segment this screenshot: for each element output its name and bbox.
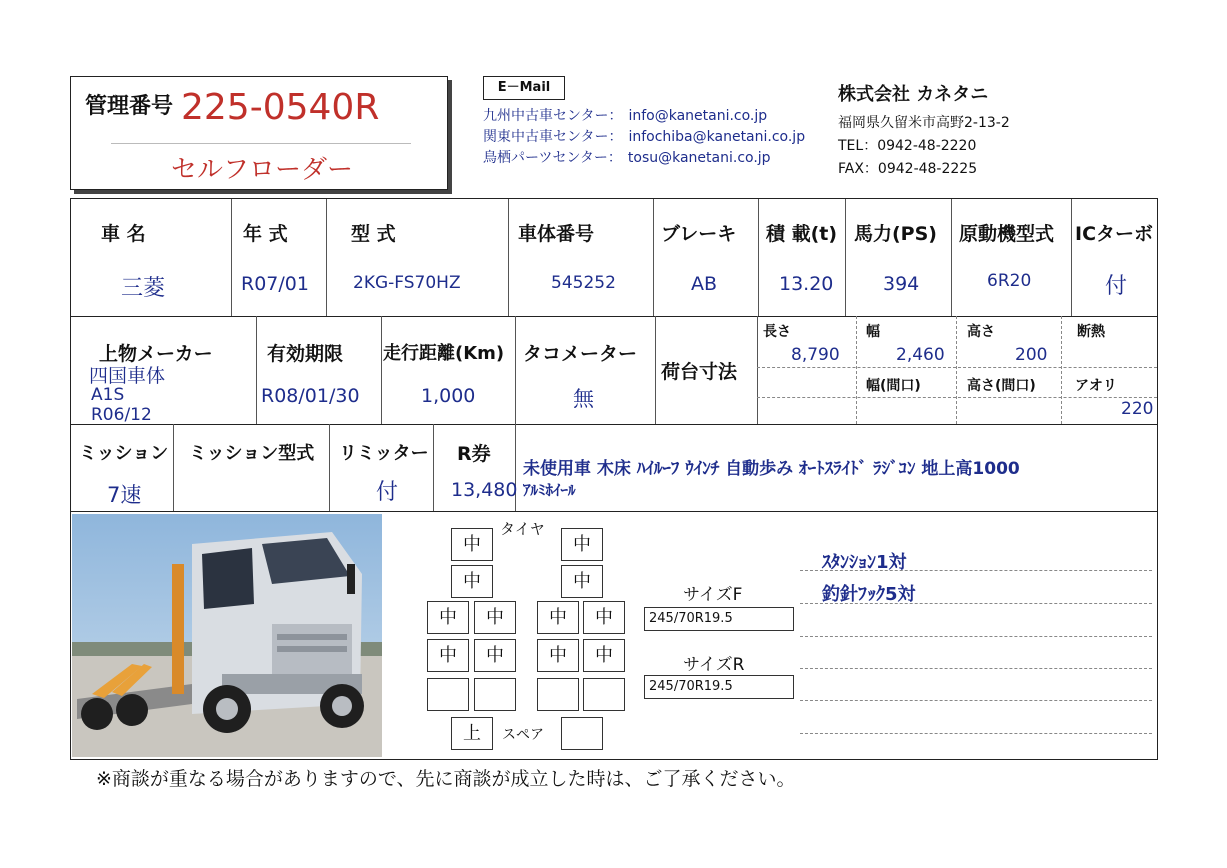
turbo-header: ICターボ: [1075, 223, 1154, 245]
year-header: 年 式: [243, 223, 288, 245]
col-divider: [231, 199, 232, 316]
email-row: [483, 106, 805, 127]
truck-photo: [72, 514, 382, 757]
card-divider: [111, 143, 411, 144]
body-type: セルフローダー: [171, 155, 354, 185]
size-f-label: サイズF: [683, 585, 743, 605]
col-divider: [758, 199, 759, 316]
tire-label: タイヤ: [500, 520, 545, 538]
email-link[interactable]: tosu@kanetani.co.jp: [627, 150, 771, 166]
size-r-value: 245/70R19.5: [644, 675, 794, 699]
cargo-dash: [757, 367, 1157, 368]
email-center: 関東中古車センター：: [483, 129, 623, 145]
insulation-label: 断熱: [1077, 324, 1105, 340]
tire-rear-1-3: 中: [537, 601, 579, 634]
cargo-dash: [1061, 316, 1062, 424]
tire-rear-1-4: 中: [583, 601, 625, 634]
email-row: [483, 148, 805, 169]
body-date-value: R06/12: [91, 405, 152, 425]
col-divider: [326, 199, 327, 316]
tax-value: 13,480: [451, 479, 518, 501]
height-value: 200: [1015, 345, 1048, 365]
notes-line1: 未使用車 木床 ﾊｲﾙｰﾌ ｳｲﾝﾁ 自動歩み ｵｰﾄｽﾗｲﾄﾞ ﾗｼﾞｺﾝ 地上高1000: [523, 459, 1020, 479]
company-address: 福岡県久留米市高野2-13-2: [838, 115, 1010, 131]
cargo-header: 荷台寸法: [661, 361, 738, 383]
chassis-value: 545252: [551, 273, 616, 293]
company-fax: FAX：0942-48-2225: [838, 161, 978, 177]
inspection-header: 有効期限: [267, 343, 344, 365]
tire-rear-2-4: 中: [583, 639, 625, 672]
tax-header: R券: [457, 443, 491, 465]
truck-illustration: [72, 514, 382, 757]
email-list: [483, 106, 805, 169]
extras-line: [800, 636, 1152, 637]
email-link[interactable]: infochiba@kanetani.co.jp: [628, 129, 806, 145]
email-label: E－Mail: [483, 76, 565, 100]
maker-value: 三菱: [121, 276, 166, 301]
tire-rear-3-4: [583, 678, 625, 711]
spare-label: スペア: [502, 727, 544, 743]
tire-rear-2-2: 中: [474, 639, 516, 672]
body-maker-header: 上物メーカー: [99, 343, 213, 365]
col-divider: [1071, 199, 1072, 316]
extras-line: [800, 668, 1152, 669]
tire-spare-1: 上: [451, 717, 493, 750]
size-r-label: サイズR: [683, 655, 745, 675]
height-label: 高さ: [967, 324, 995, 340]
body-model-value: A1S: [91, 385, 125, 405]
col-divider: [508, 199, 509, 316]
mission-type-header: ミッション型式: [189, 443, 315, 464]
col-divider: [515, 316, 516, 424]
hp-header: 馬力(PS): [854, 223, 937, 245]
email-center: 鳥栖パーツセンター：: [483, 150, 622, 166]
tire-rear-3-2: [474, 678, 516, 711]
col-divider: [256, 316, 257, 424]
tire-spare-2: [561, 717, 603, 750]
turbo-value: 付: [1105, 274, 1128, 299]
col-divider: [655, 316, 656, 424]
model-header: 型 式: [351, 223, 396, 245]
tire-rear-2-1: 中: [427, 639, 469, 672]
extras-item-2: 釣針ﾌｯｸ5対: [822, 584, 916, 605]
tire-front-right-2: 中: [561, 565, 603, 598]
limiter-value: 付: [376, 480, 399, 505]
width-label: 幅: [866, 324, 880, 340]
cargo-dash: [757, 397, 1157, 398]
tire-rear-3-3: [537, 678, 579, 711]
tire-front-right-1: 中: [561, 528, 603, 561]
row-divider: [71, 511, 1157, 512]
mission-header: ミッション: [79, 443, 169, 464]
aori-label: アオリ: [1075, 378, 1117, 394]
size-f-value: 245/70R19.5: [644, 607, 794, 631]
col-divider: [329, 424, 330, 511]
mgmt-label: 管理番号: [85, 94, 174, 119]
chassis-header: 車体番号: [518, 223, 595, 245]
email-center: 九州中古車センター：: [483, 108, 623, 124]
footer-note: ※商談が重なる場合がありますので、先に商談が成立した時は、ご了承ください。: [96, 768, 796, 790]
tacho-value: 無: [573, 387, 594, 411]
extras-line: [800, 700, 1152, 701]
length-label: 長さ: [763, 324, 791, 340]
company-name: 株式会社 カネタニ: [838, 84, 989, 105]
inspection-value: R08/01/30: [261, 385, 360, 407]
row-divider: [71, 316, 1157, 317]
year-value: R07/01: [241, 273, 309, 295]
mileage-header: 走行距離(Km): [383, 343, 505, 364]
management-card: [70, 76, 448, 190]
tacho-header: タコメーター: [523, 343, 638, 365]
mission-value: 7速: [107, 483, 142, 507]
email-row: [483, 127, 805, 148]
extras-line: [800, 733, 1152, 734]
width-inner-label: 幅(間口): [866, 378, 921, 394]
cargo-dash: [856, 316, 857, 424]
maker-header: 車 名: [101, 223, 146, 245]
col-divider: [653, 199, 654, 316]
tire-front-left-1: 中: [451, 528, 493, 561]
limiter-header: リミッター: [339, 443, 429, 464]
brake-value: AB: [691, 273, 718, 295]
height-inner-label: 高さ(間口): [967, 378, 1036, 394]
col-divider: [381, 316, 382, 424]
aori-value: 220: [1121, 399, 1154, 419]
tire-front-left-2: 中: [451, 565, 493, 598]
extras-item-1: ｽﾀﾝｼｮﾝ1対: [822, 552, 907, 573]
length-value: 8,790: [791, 345, 840, 365]
col-divider: [951, 199, 952, 316]
col-divider: [757, 316, 758, 424]
body-maker-value: 四国車体: [89, 365, 166, 387]
cargo-dash: [956, 316, 957, 424]
company-tel: TEL：0942-48-2220: [838, 138, 977, 154]
width-value: 2,460: [896, 345, 945, 365]
hp-value: 394: [883, 273, 920, 295]
tire-rear-1-2: 中: [474, 601, 516, 634]
load-value: 13.20: [779, 273, 834, 295]
col-divider: [845, 199, 846, 316]
tire-rear-3-1: [427, 678, 469, 711]
row-divider: [71, 424, 1157, 425]
col-divider: [433, 424, 434, 511]
mileage-value: 1,000: [421, 385, 476, 407]
brake-header: ブレーキ: [661, 223, 737, 245]
notes-line2: ｱﾙﾐﾎｲｰﾙ: [523, 481, 576, 499]
col-divider: [173, 424, 174, 511]
engine-header: 原動機型式: [959, 223, 1055, 245]
tire-rear-2-3: 中: [537, 639, 579, 672]
mgmt-number: 225-0540R: [181, 87, 380, 128]
engine-value: 6R20: [987, 271, 1032, 291]
tire-rear-1-1: 中: [427, 601, 469, 634]
load-header: 積 載(t): [766, 223, 838, 245]
model-value: 2KG-FS70HZ: [353, 273, 461, 293]
email-link[interactable]: info@kanetani.co.jp: [628, 108, 768, 124]
